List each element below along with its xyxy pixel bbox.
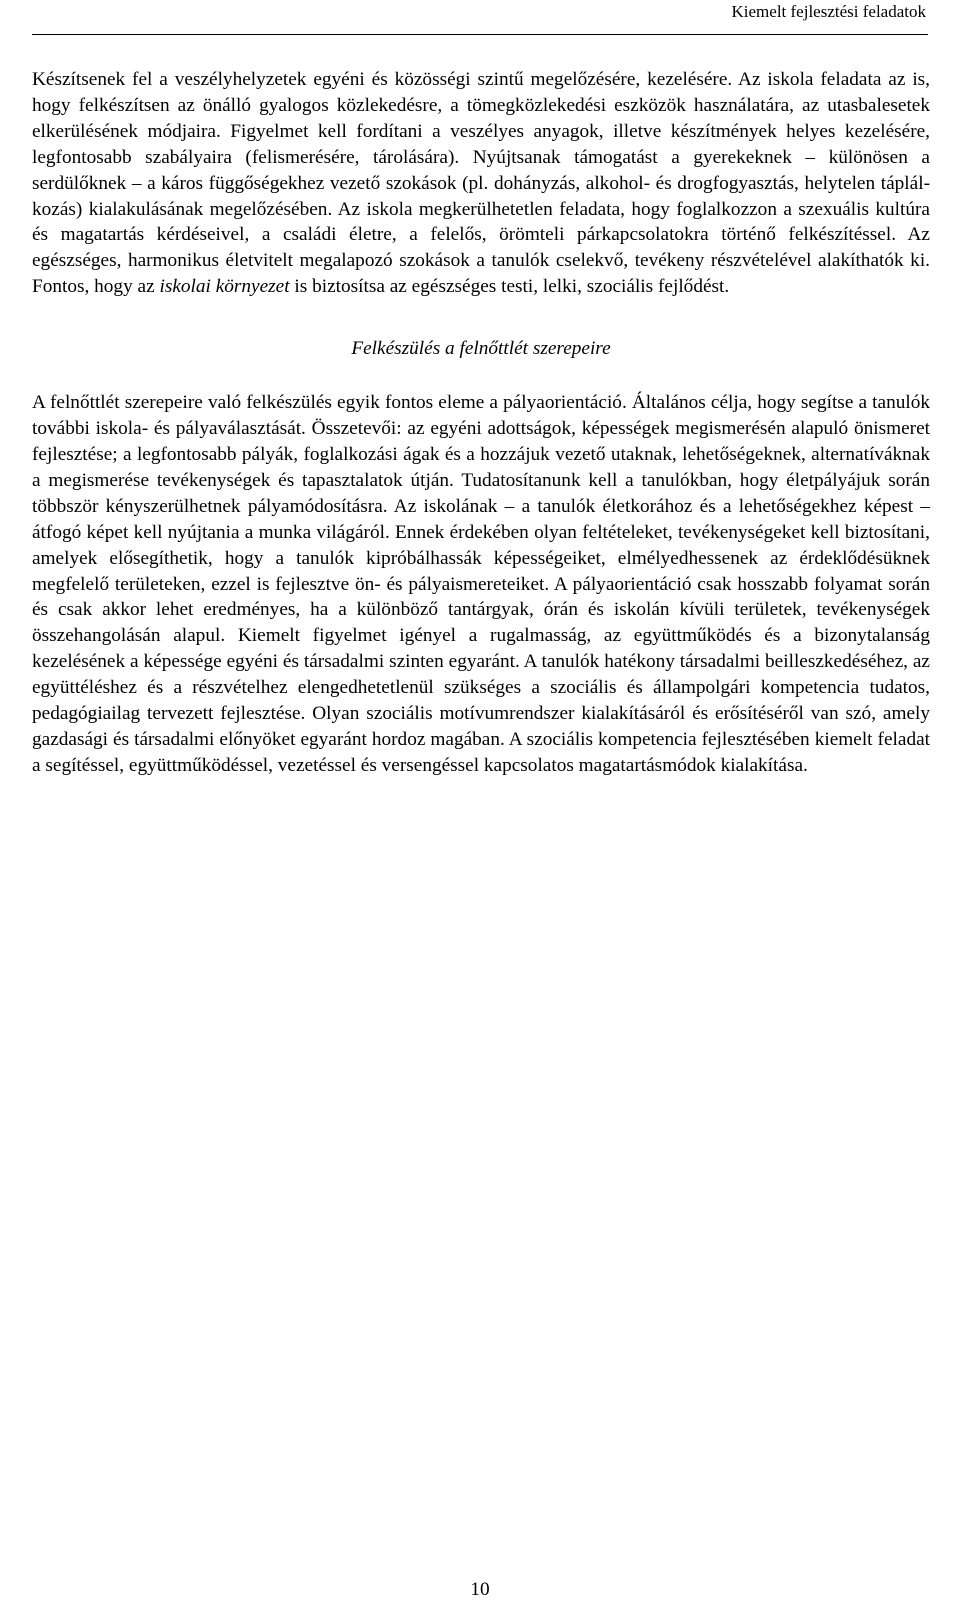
page-number: 10 xyxy=(470,1579,490,1600)
page-body xyxy=(32,67,930,779)
section-title: Felkészülés a felnőttlét szerepeire xyxy=(351,338,611,360)
page-header xyxy=(32,0,928,35)
intro-paragraph-text: Készítsenek fel a veszélyhelyzetek egyéni és közösségi szintű megelőzésére, kezelésére. Az iskola feladata az is, hogy felkészítsen az önálló gyalogos közlekedésre, a tömegközlekedési eszközök használatára, az utasbalesetek elkerülésének módjaira. Figyelmet kell fordítani a veszélyes anyagok, illetve készítmények helyes kezelésére, legfontosabb szabályaira (felismerésére, tárolására). Nyújtsanak támogatást a gyerekeknek – különösen a serdülőknek – a káros függőségekhez vezető szokások (pl. dohányzás, alkohol- és drogfogyasztás, helytelen táplálkozás) kialakulásának megelőzésében. Az iskola megkerülhetetlen feladata, hogy foglalkozzon a szexuális kultúra és magatartás kérdéseivel, a családi életre, a felelős, örömteli párkapcsolatokra történő felkészítéssel. Az egészséges, harmonikus életvitelt megalapozó szokások a tanulók cselekvő, tevékeny részvételével alakíthatók ki. Fontos, hogy az xyxy=(32,69,930,298)
section-body-paragraph: A felnőttlét szerepeire való felkészülés egyik fontos eleme a pályaorientáció. Általános célja, hogy segítse a tanulók további iskola- és pályaválasztását. Összetevői: az egyéni adottságok, képességek megismerésén alapuló önismeret fejlesztése; a legfontosabb pályák, foglalkozási ágak és a hozzájuk vezető utaknak, lehetőségeknek, alternatíváknak a megismerése tevékenységek és tapasztalatok útján. Tudatosítanunk kell a tanulókban, hogy életpályájuk során többször kényszerülhetnek pályamódosításra. Az iskolának – a tanulók életkorához és a lehetőségekhez képest – átfogó képet kell nyújtania a munka világáról. Ennek érdekében olyan feltételeket, tevékenységeket kell biztosítani, amelyek elősegíthetik, hogy a tanulók kipróbálhassák képességeiket, elmélyedhessenek az érdeklődésüknek megfelelő területeken, ezzel is fejlesztve ön- és pályaismereteiket. A pályaorientáció csak hosszabb folyamat során és csak akkor lehet eredményes, ha a különböző tantárgyak, órán és iskolán kívüli területek, tevékenységek összehangolásán alapul. Kiemelt figyelmet igényel a rugalmasság, az együttműködés és a bizonytalanság kezelésének a képessége egyéni és társadalmi szinten egyaránt. A tanulók hatékony társadalmi beilleszkedéséhez, az együttéléshez és a részvételhez elengedhetetlenül szükséges a szociális és állampolgári kompetencia tudatos, pedagógiailag tervezett fejlesztése. Olyan szociális motívumrendszer kialakításáról és erősítéséről van szó, amely gazdasági és társadalmi előnyöket egyaránt hordoz magában. A szociális kompetencia fejlesztésében kiemelt feladat a segítéssel, együttműködéssel, vezetéssel és versengéssel kapcsolatos magatartásmódok kialakítása. xyxy=(32,392,930,776)
intro-paragraph-ending: is biztosítsa az egészséges testi, lelki, szociális fejlődést. xyxy=(289,276,730,298)
intro-paragraph-emphasis: iskolai környezet xyxy=(159,276,290,298)
intro-paragraph xyxy=(32,67,930,300)
running-header-title: Kiemelt fejlesztési feladatok xyxy=(731,2,926,21)
